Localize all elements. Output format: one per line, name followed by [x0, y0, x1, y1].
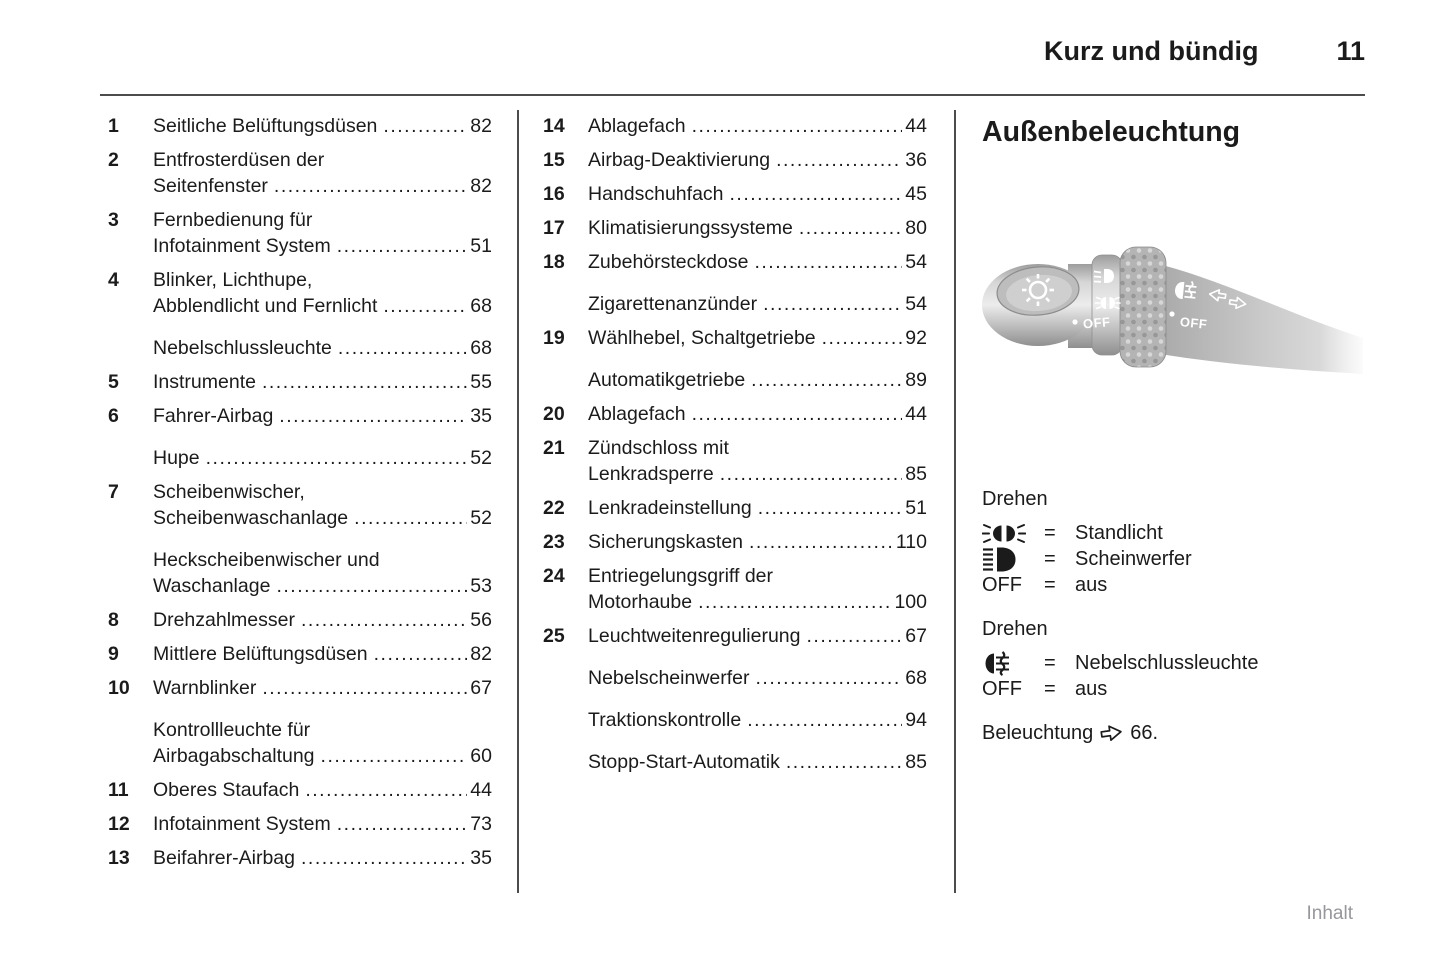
toc-entry-last-line	[153, 173, 492, 199]
toc-entry-body	[588, 249, 927, 275]
toc-entry-number: 7	[108, 481, 119, 503]
toc-entry-number	[543, 291, 588, 317]
toc-entry	[543, 325, 927, 351]
toc-entry-last-line	[153, 641, 492, 667]
toc-entry-text: Mittlere Belüftungsdüsen	[153, 643, 368, 665]
dot-leader	[262, 675, 467, 701]
toc-entry	[543, 401, 927, 427]
toc-entry-last-line	[588, 291, 927, 317]
toc-entry-last-line	[153, 293, 492, 319]
page-reference	[982, 720, 1365, 746]
toc-entry-text: Klimatisierungssysteme	[588, 217, 793, 239]
legend-symbol: OFF	[982, 574, 1022, 596]
toc-entry-text: Infotainment System	[153, 813, 331, 835]
toc-entry	[543, 181, 927, 207]
toc-entry-text: Hupe	[153, 447, 200, 469]
equals-sign: =	[1044, 652, 1056, 674]
legend-symbol	[982, 523, 1044, 544]
toc-entry-body	[588, 749, 927, 775]
dot-leader	[337, 811, 468, 837]
dot-leader	[763, 291, 902, 317]
dot-leader	[749, 529, 893, 555]
toc-entry-text: Automatikgetriebe	[588, 369, 746, 391]
toc-entry-number: 5	[108, 371, 119, 393]
toc-entry-page: 54	[905, 251, 927, 273]
toc-entry	[108, 445, 492, 471]
toc-entry-body	[153, 207, 492, 259]
toc-entry	[108, 113, 492, 139]
toc-entry-text: Motorhaube	[588, 591, 693, 613]
toc-entry-last-line	[153, 335, 492, 361]
toc-entry-last-line	[588, 401, 927, 427]
equals-sign: =	[1044, 548, 1056, 570]
page-reference-arrow-icon	[1099, 721, 1125, 744]
dot-leader	[321, 743, 468, 769]
dot-leader	[337, 233, 468, 259]
toc-entry-text: Seitenfenster	[153, 175, 268, 197]
toc-entry-text: Infotainment System	[153, 235, 331, 257]
toc-entry-body	[153, 445, 492, 471]
toc-entry-number: 1	[108, 115, 119, 137]
toc-entry	[543, 367, 927, 393]
toc-entry	[108, 675, 492, 701]
toc-entry-text: Warnblinker	[153, 677, 257, 699]
toc-entry-number: 3	[108, 209, 119, 231]
toc-entry-page: 68	[470, 337, 492, 359]
toc-entry	[543, 113, 927, 139]
toc-entry	[108, 403, 492, 429]
toc-entry-body	[153, 267, 492, 319]
toc-entry-number: 13	[108, 847, 130, 869]
toc-entry-body	[153, 113, 492, 139]
toc-entry-last-line	[153, 505, 492, 531]
toc-entry-text: Lenkradeinstellung	[588, 497, 752, 519]
dot-leader	[799, 215, 902, 241]
toc-entry-text: Nebelscheinwerfer	[588, 667, 750, 689]
toc-entry-text: Leuchtweitenregulierung	[588, 625, 801, 647]
toc-entry-text: Lenkradsperre	[588, 463, 714, 485]
toc-entry-text: Handschuhfach	[588, 183, 724, 205]
dot-leader	[720, 461, 903, 487]
toc-column-left	[108, 113, 492, 871]
toc-entry-number: 9	[108, 643, 119, 665]
toc-entry-body	[588, 291, 927, 317]
toc-entry	[108, 207, 492, 259]
toc-entry-page: 55	[470, 371, 492, 393]
dot-leader	[747, 707, 902, 733]
toc-entry-body	[153, 641, 492, 667]
toc-entry-page: 110	[895, 531, 927, 553]
toc-entry-body	[153, 369, 492, 395]
toc-entry-body	[588, 367, 927, 393]
toc-entry-page: 67	[470, 677, 492, 699]
toc-entry-number: 23	[543, 531, 565, 553]
toc-entry-body	[588, 665, 927, 691]
toc-entry-text: Scheibenwaschanlage	[153, 507, 349, 529]
dot-leader	[305, 777, 467, 803]
toc-entry-text: Abblendlicht und Fernlicht	[153, 295, 378, 317]
toc-entry	[108, 147, 492, 199]
legend-row	[982, 650, 1365, 676]
toc-entry-text: Ablagefach	[588, 115, 686, 137]
toc-entry-body	[588, 113, 927, 139]
toc-entry-text: Zündschloss mit	[588, 437, 729, 459]
toc-entry-number: 8	[108, 609, 119, 631]
toc-entry-text: Nebelschlussleuchte	[153, 337, 332, 359]
page-number: 11	[1336, 36, 1365, 66]
toc-entry-last-line	[588, 495, 927, 521]
toc-column-middle	[543, 113, 927, 775]
toc-entry	[543, 435, 927, 487]
toc-entry-last-line	[588, 749, 927, 775]
toc-entry-body	[153, 335, 492, 361]
legend-label: aus	[1075, 574, 1108, 596]
toc-entry	[108, 369, 492, 395]
toc-entry-body	[588, 623, 927, 649]
dot-leader	[776, 147, 902, 173]
toc-entry	[108, 845, 492, 871]
toc-entry-last-line	[588, 529, 927, 555]
dot-leader	[698, 589, 891, 615]
dot-leader	[758, 495, 903, 521]
legend-symbol	[982, 547, 1044, 572]
toc-entry-number: 16	[543, 183, 565, 205]
dot-leader	[806, 623, 902, 649]
toc-entry-text: Beifahrer-Airbag	[153, 847, 295, 869]
toc-entry-text: Zigarettenanzünder	[588, 293, 758, 315]
toc-entry	[543, 707, 927, 733]
toc-entry-last-line	[153, 403, 492, 429]
toc-entry-body	[153, 479, 492, 531]
toc-entry-page: 73	[470, 813, 492, 835]
toc-entry-body	[153, 147, 492, 199]
toc-entry-text: Traktionskontrolle	[588, 709, 742, 731]
toc-entry	[543, 563, 927, 615]
toc-entry-number: 2	[108, 149, 119, 171]
dot-leader	[730, 181, 903, 207]
toc-entry-number: 21	[543, 437, 565, 459]
toc-entry-text: Kontrollleuchte für	[153, 719, 311, 741]
toc-entry-text: Entriegelungsgriff der	[588, 565, 774, 587]
toc-entry	[108, 641, 492, 667]
toc-entry-number	[543, 707, 588, 733]
legend-row	[982, 520, 1365, 546]
toc-entry-body	[588, 435, 927, 487]
toc-entry	[108, 607, 492, 633]
toc-entry-last-line	[153, 573, 492, 599]
toc-entry-text: Seitliche Belüftungsdüsen	[153, 115, 378, 137]
toc-entry	[108, 335, 492, 361]
legend	[982, 486, 1365, 746]
header-rule	[100, 94, 1365, 96]
ring-off-dot	[1072, 319, 1077, 324]
toc-entry-body	[588, 181, 927, 207]
toc-entry	[543, 291, 927, 317]
toc-entry-body	[588, 563, 927, 615]
toc-entry-number: 17	[543, 217, 565, 239]
toc-entry-page: 36	[905, 149, 927, 171]
toc-entry-page: 45	[905, 183, 927, 205]
headlights-icon	[982, 547, 1018, 572]
toc-entry-page: 35	[470, 847, 492, 869]
toc-entry-number	[543, 367, 588, 393]
toc-entry-last-line	[588, 589, 927, 615]
toc-entry-body	[588, 215, 927, 241]
toc-entry-last-line	[153, 845, 492, 871]
toc-entry-last-line	[153, 743, 492, 769]
toc-entry	[108, 479, 492, 531]
legend-label: Standlicht	[1075, 522, 1163, 544]
toc-entry-number: 15	[543, 149, 565, 171]
toc-entry-last-line	[153, 777, 492, 803]
toc-entry-page: 44	[905, 115, 927, 137]
toc-entry-text: Heckscheibenwischer und	[153, 549, 380, 571]
column-divider	[954, 110, 956, 893]
footer-label: Inhalt	[1306, 903, 1353, 924]
rear-fog-light-icon	[982, 651, 1012, 676]
toc-entry-number: 22	[543, 497, 565, 519]
dot-leader	[754, 249, 902, 275]
toc-entry-last-line	[588, 461, 927, 487]
dot-leader	[383, 113, 467, 139]
toc-entry-page: 51	[905, 497, 927, 519]
toc-entry-text: Zubehörsteckdose	[588, 251, 749, 273]
chapter-title: Kurz und bündig	[1044, 36, 1259, 66]
toc-entry	[108, 267, 492, 319]
toc-entry-text: Wählhebel, Schaltgetriebe	[588, 327, 816, 349]
legend-symbol: OFF	[982, 678, 1022, 700]
toc-entry-last-line	[153, 607, 492, 633]
toc-entry-last-line	[588, 249, 927, 275]
legend-symbol	[982, 651, 1044, 676]
toc-entry-text: Waschanlage	[153, 575, 271, 597]
toc-entry-text: Entfrosterdüsen der	[153, 149, 325, 171]
toc-entry-page: 89	[905, 369, 927, 391]
light-switch-stalk-illustration	[982, 234, 1365, 404]
toc-entry-page: 68	[470, 295, 492, 317]
toc-entry-page: 56	[470, 609, 492, 631]
page-reference-text: Beleuchtung	[982, 722, 1094, 744]
toc-entry-body	[153, 547, 492, 599]
toc-entry-number	[108, 717, 153, 769]
legend-group	[982, 616, 1365, 702]
toc-entry-last-line	[153, 675, 492, 701]
toc-entry	[543, 529, 927, 555]
toc-entry-text: Stopp-Start-Automatik	[588, 751, 780, 773]
toc-entry-text: Drehzahlmesser	[153, 609, 295, 631]
toc-entry-last-line	[588, 181, 927, 207]
toc-entry-last-line	[588, 113, 927, 139]
dot-leader	[822, 325, 903, 351]
toc-entry-page: 35	[470, 405, 492, 427]
toc-entry-number: 19	[543, 327, 565, 349]
toc-entry-text: Fahrer-Airbag	[153, 405, 274, 427]
toc-entry-number	[543, 749, 588, 775]
toc-entry-last-line	[588, 367, 927, 393]
toc-entry-last-line	[588, 215, 927, 241]
toc-entry-last-line	[588, 665, 927, 691]
toc-entry-page: 82	[470, 175, 492, 197]
legend-row	[982, 546, 1365, 572]
page-reference-number: 66.	[1130, 722, 1159, 744]
toc-entry	[543, 495, 927, 521]
dot-leader	[383, 293, 467, 319]
toc-entry-last-line	[588, 147, 927, 173]
toc-entry-body	[153, 777, 492, 803]
toc-entry-text: Fernbedienung für	[153, 209, 313, 231]
toc-entry	[543, 147, 927, 173]
toc-entry-last-line	[588, 707, 927, 733]
low-beam-icon	[1094, 269, 1114, 283]
dot-leader	[338, 335, 467, 361]
dot-leader	[751, 367, 902, 393]
toc-entry-number: 24	[543, 565, 565, 587]
toc-entry-number: 10	[108, 677, 130, 699]
toc-entry-page: 100	[894, 591, 927, 613]
toc-entry-body	[588, 707, 927, 733]
toc-entry-last-line	[588, 325, 927, 351]
toc-entry-number	[108, 335, 153, 361]
toc-entry	[108, 777, 492, 803]
toc-entry-page: 52	[470, 507, 492, 529]
toc-entry-page: 54	[905, 293, 927, 315]
toc-entry-text: Airbag-Deaktivierung	[588, 149, 771, 171]
toc-entry-body	[588, 325, 927, 351]
toc-entry-body	[153, 675, 492, 701]
toc-entry-number: 18	[543, 251, 565, 273]
dot-leader	[692, 113, 903, 139]
dot-leader	[756, 665, 903, 691]
toc-entry-last-line	[588, 623, 927, 649]
toc-entry-body	[153, 607, 492, 633]
legend-group	[982, 486, 1365, 598]
legend-row	[982, 676, 1365, 702]
toc-entry-page: 80	[905, 217, 927, 239]
toc-entry-last-line	[153, 233, 492, 259]
stalk-off-label: OFF	[1179, 314, 1209, 332]
legend-label: aus	[1075, 678, 1108, 700]
toc-entry-page: 68	[905, 667, 927, 689]
toc-entry-text: Instrumente	[153, 371, 256, 393]
dot-leader	[692, 401, 903, 427]
legend-heading: Drehen	[982, 488, 1048, 510]
toc-entry-number: 11	[108, 779, 129, 801]
page-header	[1044, 36, 1365, 67]
toc-entry-last-line	[153, 113, 492, 139]
legend-label: Scheinwerfer	[1075, 548, 1192, 570]
toc-entry-text: Oberes Staufach	[153, 779, 300, 801]
toc-entry-page: 85	[905, 463, 927, 485]
toc-entry	[543, 249, 927, 275]
parking-lights-icon	[982, 523, 1026, 544]
toc-entry-number: 20	[543, 403, 565, 425]
toc-entry-number: 14	[543, 115, 565, 137]
toc-entry-page: 82	[470, 643, 492, 665]
toc-entry-page: 82	[470, 115, 492, 137]
toc-entry-body	[588, 147, 927, 173]
toc-entry	[543, 665, 927, 691]
toc-entry-number	[543, 665, 588, 691]
toc-entry-page: 85	[905, 751, 927, 773]
toc-entry	[108, 717, 492, 769]
dot-leader	[786, 749, 902, 775]
toc-entry-body	[153, 403, 492, 429]
toc-entry-page: 44	[470, 779, 492, 801]
dot-leader	[374, 641, 468, 667]
legend-heading: Drehen	[982, 618, 1048, 640]
toc-entry-number	[108, 547, 153, 599]
stalk-off-dot	[1169, 311, 1174, 316]
dot-leader	[301, 845, 467, 871]
toc-entry	[543, 215, 927, 241]
toc-entry	[108, 811, 492, 837]
toc-entry-text: Airbagabschaltung	[153, 745, 315, 767]
ring-off-label: OFF	[1082, 314, 1112, 332]
toc-entry-last-line	[153, 369, 492, 395]
toc-entry-last-line	[153, 445, 492, 471]
equals-sign: =	[1044, 678, 1056, 700]
toc-entry-number: 12	[108, 813, 130, 835]
dot-leader	[354, 505, 467, 531]
dot-leader	[274, 173, 467, 199]
column-divider	[517, 110, 519, 893]
toc-entry-text: Ablagefach	[588, 403, 686, 425]
toc-entry	[543, 749, 927, 775]
dot-leader	[262, 369, 467, 395]
toc-entry-body	[153, 717, 492, 769]
toc-entry-page: 51	[470, 235, 492, 257]
toc-entry-page: 44	[905, 403, 927, 425]
legend-label: Nebelschlussleuchte	[1075, 652, 1259, 674]
toc-entry-body	[588, 529, 927, 555]
dot-leader	[279, 403, 467, 429]
toc-entry-text: Scheibenwischer,	[153, 481, 305, 503]
toc-entry-text: Sicherungskasten	[588, 531, 744, 553]
section-title: Außenbeleuchtung	[982, 116, 1241, 148]
legend-row	[982, 572, 1365, 598]
toc-entry-number	[108, 445, 153, 471]
equals-sign: =	[1044, 522, 1056, 544]
equals-sign: =	[1044, 574, 1056, 596]
toc-entry-last-line	[153, 811, 492, 837]
toc-entry-body	[153, 845, 492, 871]
dot-leader	[301, 607, 467, 633]
section-exterior-lighting	[982, 110, 1365, 912]
toc-entry-page: 67	[905, 625, 927, 647]
toc-entry-body	[153, 811, 492, 837]
toc-entry-number: 25	[543, 625, 565, 647]
dot-leader	[206, 445, 468, 471]
toc-entry-page: 94	[905, 709, 927, 731]
toc-entry-number: 6	[108, 405, 119, 427]
toc-entry-number: 4	[108, 269, 119, 291]
toc-entry-page: 53	[470, 575, 492, 597]
toc-entry-text: Blinker, Lichthupe,	[153, 269, 313, 291]
toc-entry-page: 52	[470, 447, 492, 469]
toc-entry-page: 60	[470, 745, 492, 767]
toc-entry-body	[588, 401, 927, 427]
toc-entry-body	[588, 495, 927, 521]
toc-entry	[543, 623, 927, 649]
toc-entry-page: 92	[905, 327, 927, 349]
toc-entry	[108, 547, 492, 599]
dot-leader	[276, 573, 467, 599]
